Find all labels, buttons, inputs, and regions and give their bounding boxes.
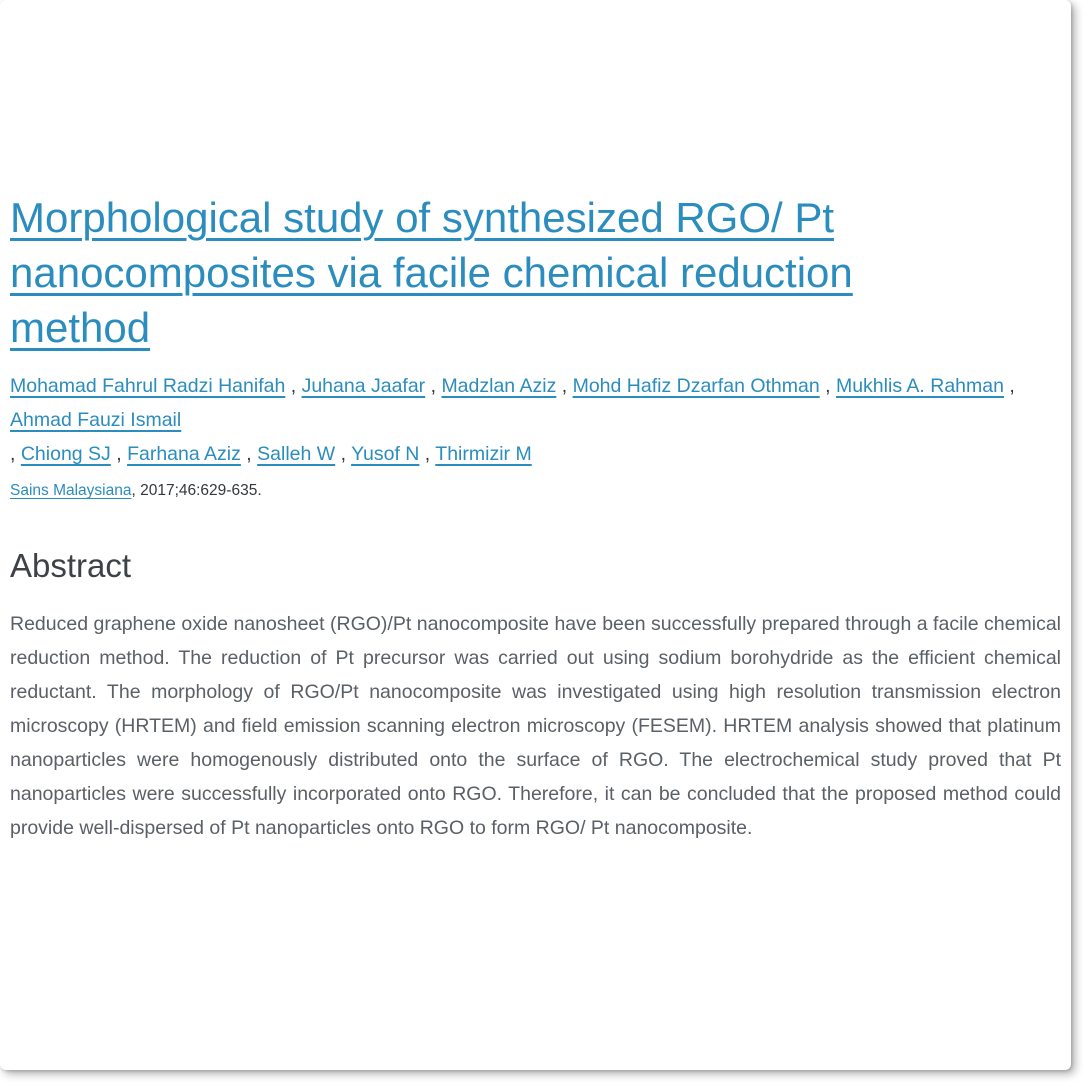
author-list-primary: [10, 369, 1055, 437]
author-list-secondary: [10, 437, 1055, 471]
author-link[interactable]: Salleh W: [257, 443, 336, 465]
author-separator: ,: [335, 443, 352, 465]
journal-line: [10, 480, 1061, 502]
author-separator: ,: [819, 375, 836, 397]
author-link[interactable]: Mohamad Fahrul Radzi Hanifah: [10, 375, 286, 397]
author-separator: ,: [285, 375, 302, 397]
author-separator: ,: [419, 443, 436, 465]
author-link[interactable]: Madzlan Aziz: [441, 375, 557, 397]
author-link[interactable]: Farhana Aziz: [127, 443, 241, 465]
author-link[interactable]: Ahmad Fauzi Ismail: [10, 409, 182, 431]
abstract-heading: Abstract: [10, 547, 132, 584]
author-separator: ,: [1003, 375, 1015, 397]
author-separator: ,: [425, 375, 442, 397]
author-separator: ,: [240, 443, 258, 465]
author-separator: ,: [10, 443, 21, 465]
paper-title-link[interactable]: Morphological study of synthesized RGO/ Pt nanocomposites via facile chemical reduction method: [10, 194, 853, 351]
author-link[interactable]: Yusof N: [351, 443, 420, 465]
author-link[interactable]: Mohd Hafiz Dzarfan Othman: [572, 375, 820, 397]
author-link[interactable]: Chiong SJ: [20, 443, 111, 465]
author-link[interactable]: Mukhlis A. Rahman: [835, 375, 1004, 397]
author-link[interactable]: Thirmizir M: [435, 443, 532, 465]
abstract-text: Reduced graphene oxide nanosheet (RGO)/Pt nanocomposite have been successfully prepared through a facile chemical reduction method. The reduction of Pt precursor was carried out using sodium borohydride as the efficient chemical reductant. The morphology of RGO/Pt nanocomposite was investigated using high resolution transmission electron microscopy (HRTEM) and field emission scanning electron microscopy (FESEM). HRTEM analysis showed that platinum nanoparticles were homogenously distributed onto the surface of RGO. The electrochemical study proved that Pt nanoparticles were successfully incorporated onto RGO. Therefore, it can be concluded that the proposed method could provide well-dispersed of Pt nanoparticles onto RGO to form RGO/ Pt nanocomposite.: [10, 613, 1061, 839]
citation-text: , 2017;46:629-635.: [131, 482, 262, 499]
author-link[interactable]: Juhana Jaafar: [301, 375, 426, 397]
author-separator: ,: [556, 375, 573, 397]
author-separator: ,: [110, 443, 128, 465]
journal-link[interactable]: Sains Malaysiana: [10, 482, 132, 499]
